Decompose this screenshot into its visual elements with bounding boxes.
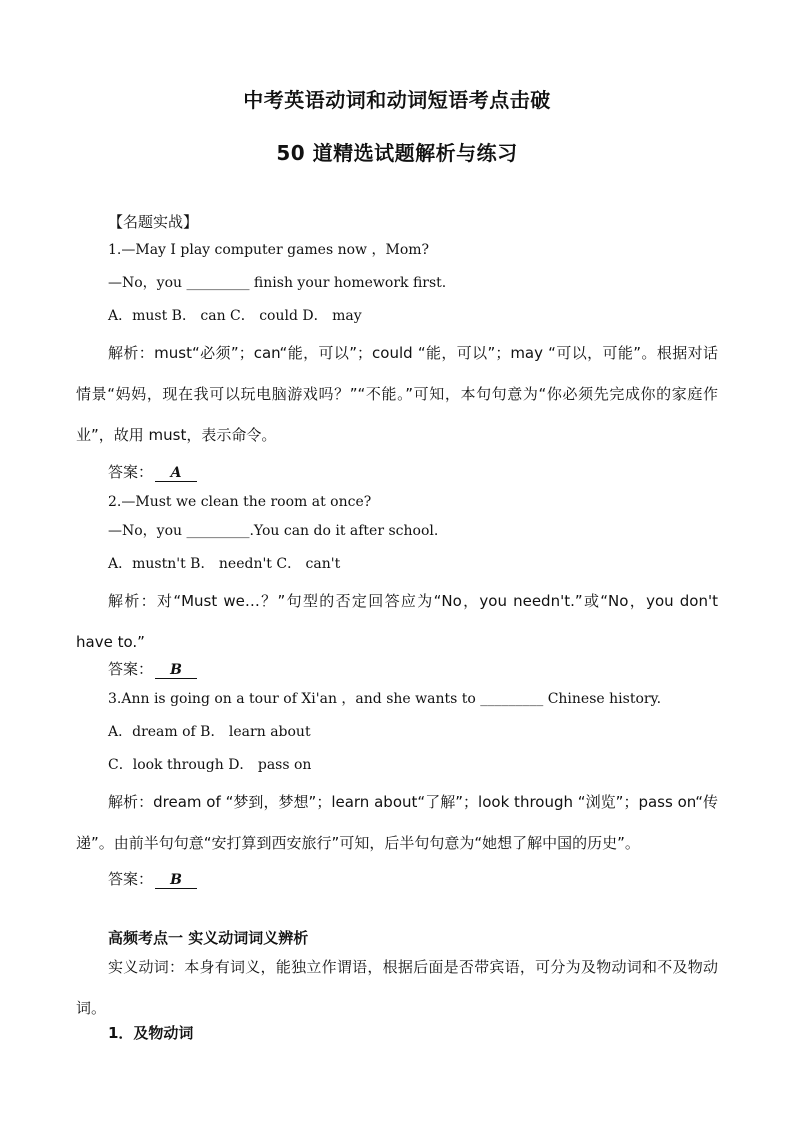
question-2-options: A．mustn't B． needn't C． can't xyxy=(108,556,341,572)
answer-value: B xyxy=(155,872,197,889)
question-3-answer xyxy=(108,869,197,890)
answer-value: A xyxy=(155,465,197,482)
section-heading-practice: 【名题实战】 xyxy=(108,213,199,231)
answer-label: 答案： xyxy=(108,463,154,481)
question-3-options-row1: A．dream of B． learn about xyxy=(108,724,311,740)
section-heading-topic-1: 高频考点一 实义动词词义辨析 xyxy=(108,929,309,947)
answer-label: 答案： xyxy=(108,870,154,888)
section-2-intro: 实义动词：本身有词义，能独立作谓语，根据后面是否带宾语，可分为及物动词和不及物动词。 xyxy=(76,958,718,1017)
question-3-analysis: 解析：dream of “梦到，梦想”；learn about“了解”；look through “浏览”；pass on“传递”。由前半句句意“安打算到西安旅行”可知，后半句句意为“她想了解中国的历史”。 xyxy=(76,793,718,852)
document-subtitle: 50 道精选试题解析与练习 xyxy=(276,141,518,165)
question-2-answer xyxy=(108,659,197,680)
question-3-stem: 3.Ann is going on a tour of Xi'an ，and she wants to _________ Chinese history. xyxy=(108,691,662,707)
answer-value: B xyxy=(155,662,197,679)
question-1-analysis: 解析：must“必须”；can“能，可以”；could “能，可以”；may “可以，可能”。根据对话情景“妈妈，现在我可以玩电脑游戏吗？”“不能。”可知，本句句意为“你必须先完成你的家庭作业”，故用 must，表示命令。 xyxy=(76,344,718,444)
question-2-stem: 2.—Must we clean the room at once? xyxy=(108,494,372,510)
question-2-reply: —No，you _________.You can do it after school. xyxy=(108,523,439,539)
question-1-answer xyxy=(108,462,197,483)
answer-label: 答案： xyxy=(108,660,154,678)
question-1-options: A．must B． can C． could D． may xyxy=(108,308,362,324)
question-1-reply: —No，you _________ finish your homework first. xyxy=(108,275,447,291)
question-3-options-row2: C．look through D． pass on xyxy=(108,757,312,773)
question-2-analysis: 解析：对“Must we…？”句型的否定回答应为“No，you needn't.”或“No，you don't have to.” xyxy=(76,592,718,651)
document-title: 中考英语动词和动词短语考点击破 xyxy=(243,88,551,112)
question-1-stem: 1.—May I play computer games now ，Mom? xyxy=(108,242,430,258)
subsection-heading-transitive-verbs: 1．及物动词 xyxy=(108,1024,194,1042)
